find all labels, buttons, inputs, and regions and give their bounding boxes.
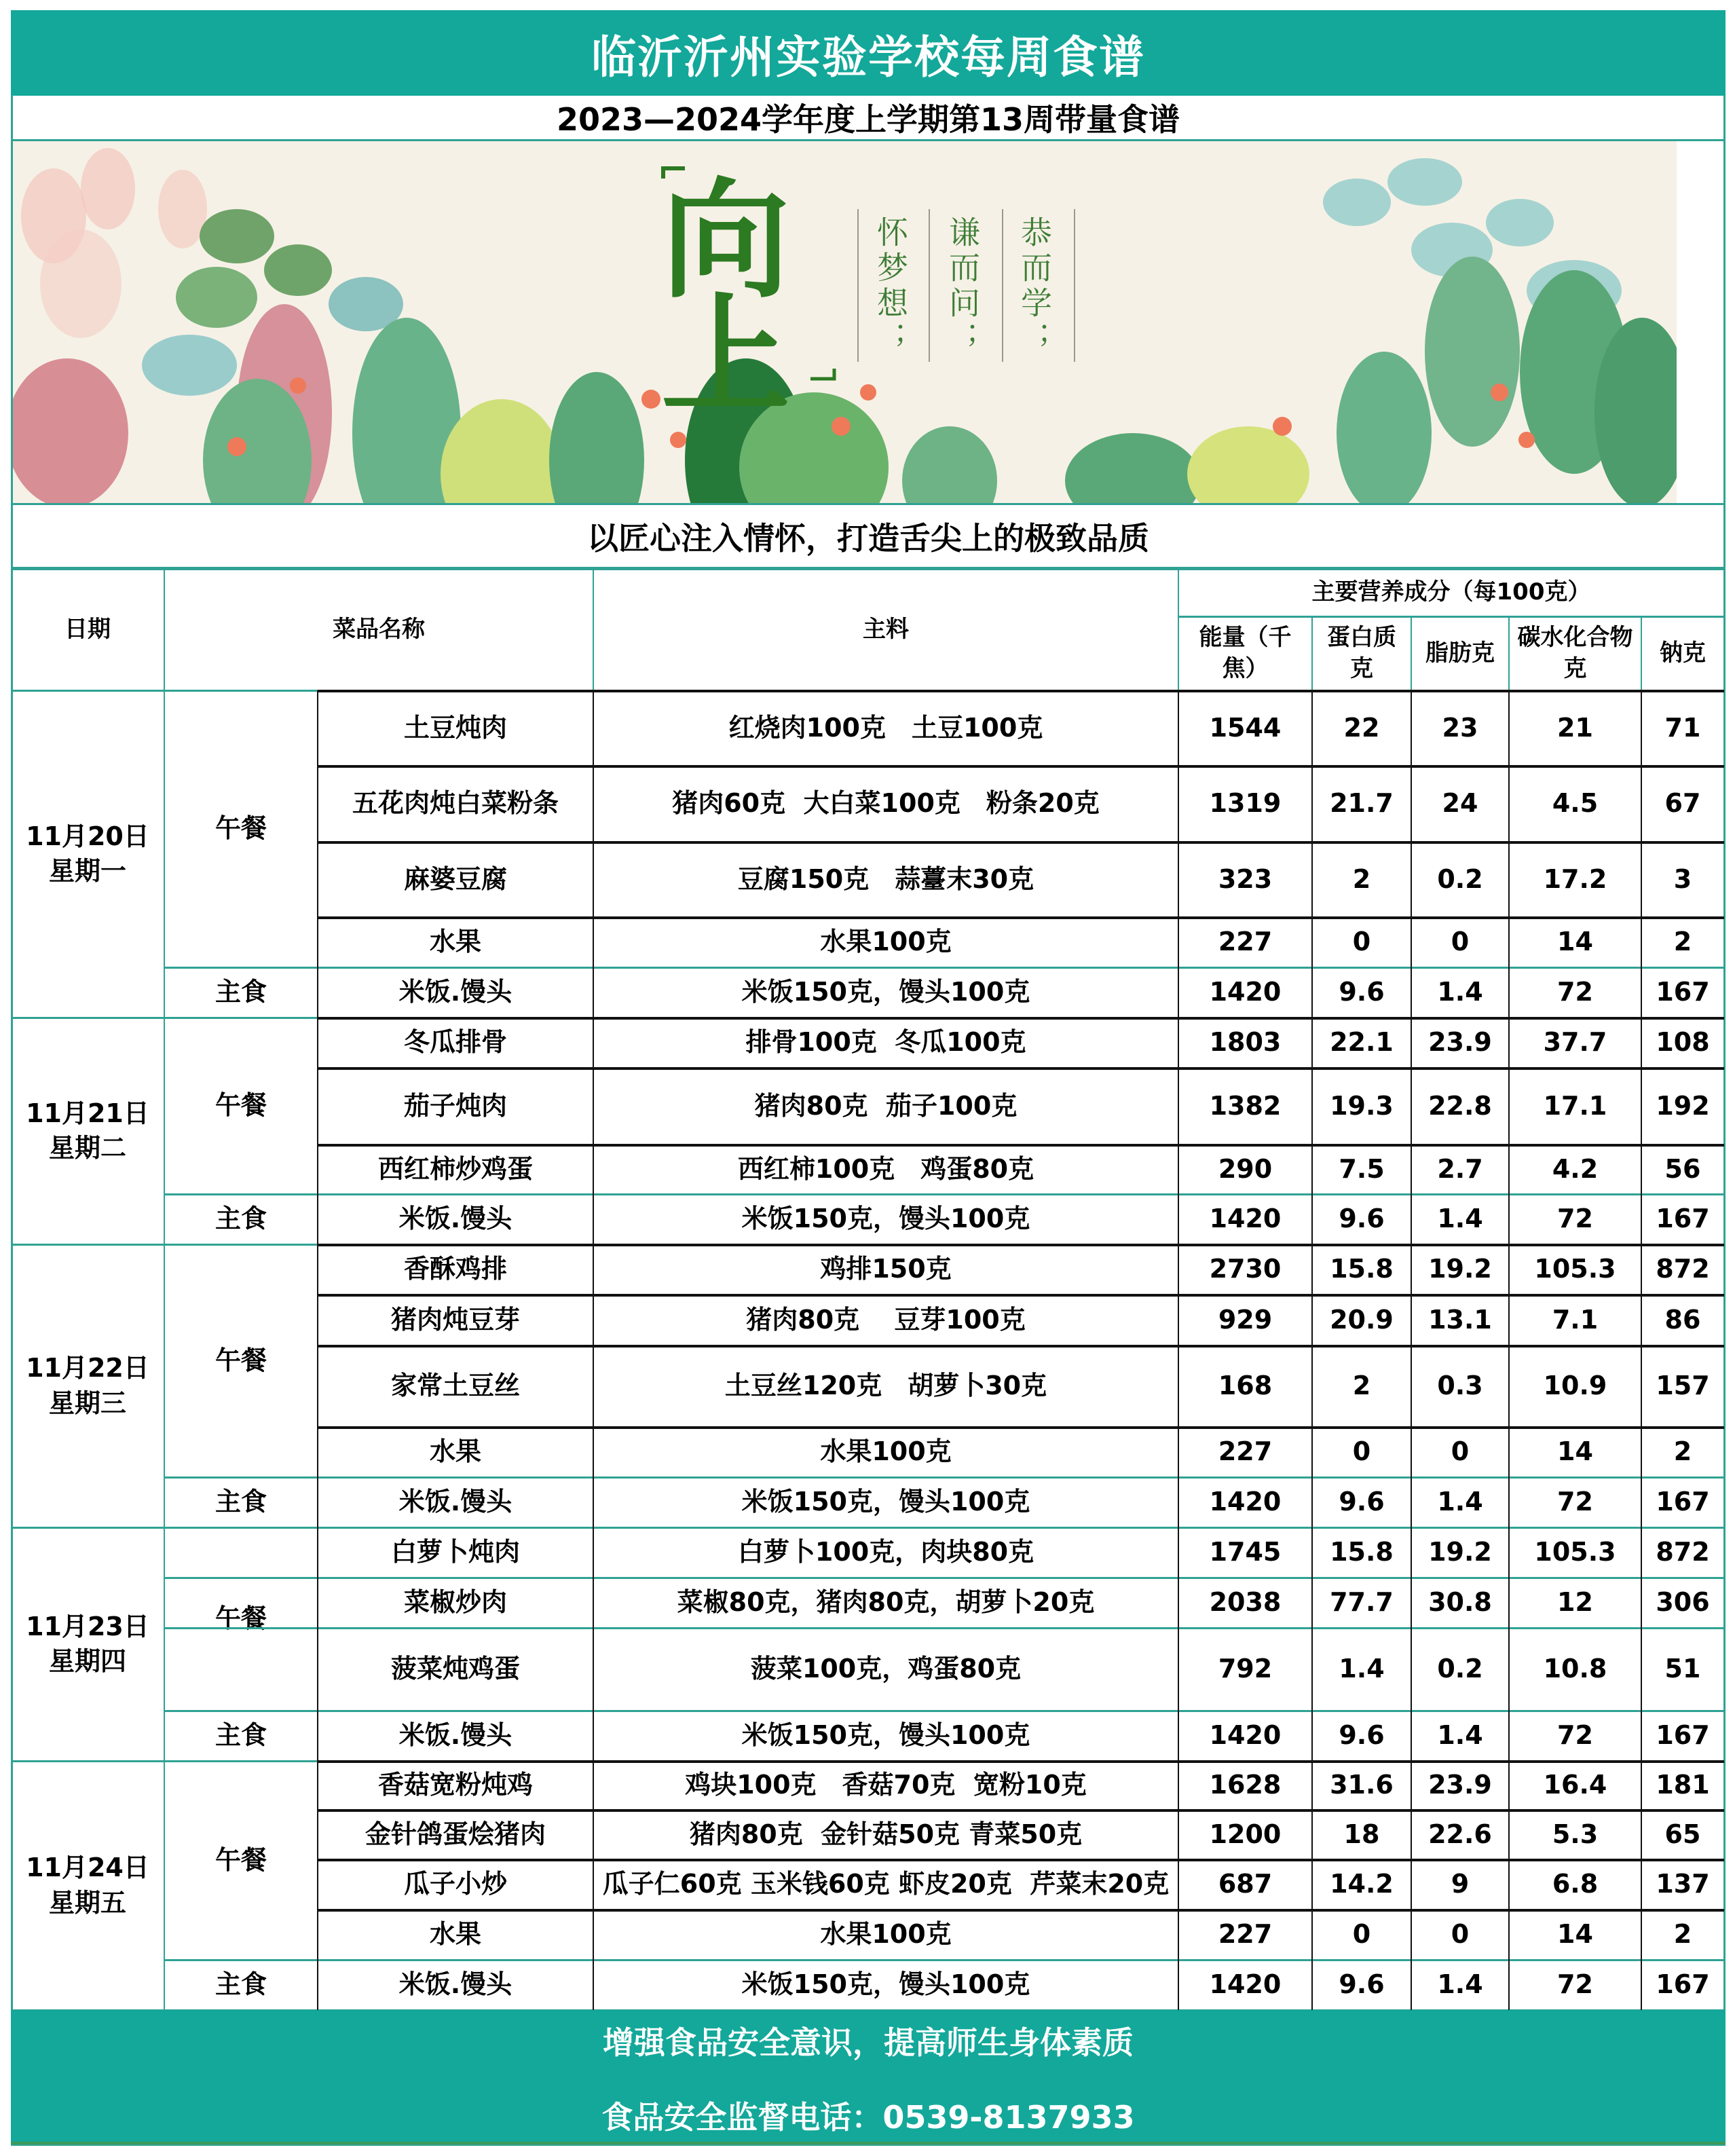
dish-name: 瓜子小炒 (403, 1869, 507, 1899)
meal-label-staple: 主食 (214, 977, 267, 1007)
header-fat: 脂肪克 (1425, 639, 1495, 667)
dish-ingredients: 猪肉80克 茄子100克 (754, 1090, 1018, 1121)
dish-name: 家常土豆丝 (390, 1371, 520, 1401)
grid-line (318, 1244, 1724, 1246)
slogan: 以匠心注入情怀，打造舌尖上的极致品质 (11, 503, 1725, 569)
day-weekday: 星期五 (48, 1887, 126, 1918)
nutrition-energy: 290 (1218, 1153, 1273, 1184)
nutrition-fat: 1.4 (1437, 1204, 1483, 1234)
nutrition-energy: 1420 (1209, 1720, 1282, 1751)
grid-line (164, 1959, 1724, 1961)
dish-name: 水果 (429, 927, 481, 957)
grid-line (318, 1760, 1724, 1763)
nutrition-protein: 31.6 (1330, 1770, 1394, 1800)
nutrition-energy: 1803 (1209, 1027, 1282, 1058)
dish-name: 米饭.馒头 (398, 1969, 512, 2000)
nutrition-sodium: 137 (1656, 1869, 1710, 1899)
banner-motto-3: 怀梦想； (872, 216, 909, 357)
dish-name: 土豆炖肉 (403, 712, 507, 743)
nutrition-fat: 1.4 (1437, 1487, 1483, 1517)
nutrition-fat: 1.4 (1437, 977, 1483, 1007)
nutrition-protein: 77.7 (1330, 1587, 1394, 1618)
banner-big-char-2: 上 (661, 281, 791, 431)
grid-line (593, 569, 594, 690)
nutrition-carb: 6.8 (1552, 1869, 1599, 1899)
meal-label-lunch: 午餐 (214, 1603, 267, 1634)
nutrition-carb: 105.3 (1534, 1537, 1616, 1567)
grid-line (1178, 690, 1179, 2010)
footer-hotline: 食品安全监督电话：0539-8137933 (601, 2099, 1135, 2136)
floral-decoration-icon (13, 141, 1677, 503)
dish-name: 米饭.馒头 (398, 977, 512, 1007)
nutrition-fat: 0 (1451, 1919, 1470, 1950)
nutrition-sodium: 181 (1656, 1770, 1710, 1800)
nutrition-sodium: 167 (1656, 977, 1710, 1007)
nutrition-sodium: 872 (1656, 1254, 1710, 1284)
grid-line (318, 841, 1724, 844)
grid-line (318, 690, 1724, 692)
day-date-cell (11, 690, 164, 1018)
grid-line (11, 1527, 1724, 1529)
grid-line (318, 1017, 1724, 1020)
nutrition-sodium: 51 (1664, 1654, 1701, 1684)
nutrition-protein: 15.8 (1330, 1537, 1394, 1567)
nutrition-protein: 0 (1352, 927, 1371, 957)
nutrition-fat: 2.7 (1437, 1153, 1483, 1184)
nutrition-carb: 72 (1557, 1487, 1593, 1517)
nutrition-energy: 2038 (1209, 1587, 1282, 1618)
grid-line (1311, 690, 1313, 2010)
nutrition-energy: 2730 (1209, 1254, 1282, 1284)
grid-line (318, 1859, 1724, 1861)
nutrition-carb: 72 (1557, 1204, 1593, 1234)
nutrition-sodium: 71 (1664, 712, 1701, 743)
nutrition-fat: 9 (1451, 1869, 1470, 1899)
nutrition-fat: 23.9 (1428, 1027, 1492, 1058)
dish-name: 西红柿炒鸡蛋 (377, 1153, 533, 1184)
nutrition-protein: 15.8 (1330, 1254, 1394, 1284)
nutrition-protein: 19.3 (1330, 1090, 1394, 1121)
day-date-cell (11, 1761, 164, 2010)
grid-line (1178, 569, 1179, 690)
dish-ingredients: 猪肉80克 金针菇50克 青菜50克 (689, 1819, 1083, 1849)
grid-line (1411, 616, 1412, 690)
nutrition-energy: 227 (1218, 1919, 1273, 1950)
dish-ingredients: 瓜子仁60克 玉米钱60克 虾皮20克 芹菜末20克 (602, 1869, 1170, 1899)
nutrition-fat: 0.3 (1437, 1371, 1483, 1401)
grid-line (318, 1294, 1724, 1297)
day-date-cell (11, 1244, 164, 1527)
nutrition-energy: 1420 (1209, 977, 1282, 1007)
nutrition-protein: 0 (1352, 1919, 1371, 1950)
dish-ingredients: 猪肉80克 豆芽100克 (746, 1304, 1026, 1335)
dish-name: 菠菜炖鸡蛋 (390, 1654, 520, 1684)
header-nutrition-group: 主要营养成分（每100克） (1311, 578, 1591, 606)
nutrition-fat: 13.1 (1428, 1304, 1492, 1335)
meal-label-lunch: 午餐 (214, 813, 267, 844)
dish-name: 米饭.馒头 (398, 1487, 512, 1517)
page-subtitle: 2023—2024学年度上学期第13周带量食谱 (11, 96, 1725, 141)
grid-line (318, 1144, 1724, 1147)
nutrition-fat: 1.4 (1437, 1720, 1483, 1751)
dish-ingredients: 米饭150克，馒头100克 (741, 977, 1030, 1007)
dish-name: 麻婆豆腐 (403, 863, 507, 894)
grid-line (318, 765, 1724, 768)
day-date: 11月21日 (26, 1098, 149, 1128)
dish-ingredients: 鸡块100克 香菇70克 宽粉10克 (685, 1770, 1087, 1800)
nutrition-carb: 72 (1557, 1969, 1593, 2000)
nutrition-energy: 168 (1218, 1371, 1273, 1401)
nutrition-protein: 22.1 (1330, 1027, 1394, 1058)
dish-name: 水果 (429, 1919, 481, 1950)
grid-line (318, 1909, 1724, 1912)
nutrition-sodium: 192 (1656, 1090, 1710, 1121)
nutrition-carb: 14 (1557, 1436, 1593, 1467)
day-date: 11月20日 (26, 821, 149, 851)
grid-line (1411, 690, 1412, 2010)
nutrition-sodium: 67 (1664, 788, 1701, 819)
header-date: 日期 (64, 615, 111, 643)
nutrition-sodium: 108 (1656, 1027, 1710, 1058)
nutrition-protein: 9.6 (1339, 977, 1385, 1007)
grid-line (11, 568, 1724, 570)
grid-line (1311, 616, 1313, 690)
meal-label-staple: 主食 (214, 1720, 267, 1751)
grid-line (318, 1426, 1724, 1429)
dish-ingredients: 红烧肉100克 土豆100克 (728, 712, 1043, 743)
nutrition-carb: 105.3 (1534, 1254, 1616, 1284)
nutrition-carb: 17.2 (1543, 863, 1607, 894)
nutrition-energy: 929 (1218, 1304, 1273, 1335)
nutrition-fat: 1.4 (1437, 1969, 1483, 2000)
day-date-cell (11, 1018, 164, 1244)
nutrition-carb: 17.1 (1543, 1090, 1607, 1121)
nutrition-fat: 30.8 (1428, 1587, 1492, 1618)
day-date-cell (11, 1527, 164, 1761)
header-carb: 碳水化合物克 (1517, 623, 1633, 682)
grid-line (1508, 616, 1510, 690)
nutrition-carb: 10.8 (1543, 1654, 1607, 1684)
nutrition-protein: 22 (1343, 712, 1380, 743)
nutrition-carb: 10.9 (1543, 1371, 1607, 1401)
nutrition-sodium: 2 (1673, 1919, 1692, 1950)
dish-ingredients: 米饭150克，馒头100克 (741, 1204, 1030, 1234)
grid-line (318, 1345, 1724, 1348)
dish-ingredients: 米饭150克，馒头100克 (741, 1487, 1030, 1517)
nutrition-energy: 1420 (1209, 1969, 1282, 2000)
dish-ingredients: 米饭150克，馒头100克 (741, 1969, 1030, 2000)
nutrition-protein: 18 (1343, 1819, 1380, 1849)
header-protein: 蛋白质克 (1327, 623, 1396, 682)
nutrition-protein: 7.5 (1339, 1153, 1385, 1184)
nutrition-sodium: 3 (1673, 863, 1692, 894)
header-ingredients: 主料 (863, 615, 909, 643)
nutrition-sodium: 2 (1673, 1436, 1692, 1467)
nutrition-energy: 1200 (1209, 1819, 1282, 1849)
meal-label-lunch: 午餐 (214, 1844, 267, 1875)
nutrition-protein: 2 (1352, 863, 1371, 894)
meal-label-lunch: 午餐 (214, 1345, 267, 1375)
nutrition-energy: 227 (1218, 927, 1273, 957)
nutrition-carb: 4.5 (1552, 788, 1599, 819)
nutrition-carb: 5.3 (1552, 1819, 1599, 1849)
grid-line (1508, 690, 1510, 2010)
grid-line (318, 1067, 1724, 1070)
dish-name: 五花肉炖白菜粉条 (352, 788, 559, 819)
dish-ingredients: 土豆丝120克 胡萝卜30克 (724, 1371, 1047, 1401)
grid-line (593, 690, 594, 2010)
grid-line (1178, 616, 1724, 618)
dish-name: 白萝卜炖肉 (390, 1537, 520, 1567)
nutrition-fat: 0 (1451, 927, 1470, 957)
banner-motto-1: 恭而学； (1016, 216, 1053, 357)
nutrition-energy: 323 (1218, 863, 1273, 894)
nutrition-sodium: 167 (1656, 1204, 1710, 1234)
nutrition-carb: 72 (1557, 977, 1593, 1007)
dish-name: 米饭.馒头 (398, 1720, 512, 1751)
nutrition-protein: 9.6 (1339, 1969, 1385, 2000)
nutrition-fat: 22.8 (1428, 1090, 1492, 1121)
nutrition-carb: 21 (1557, 712, 1593, 743)
day-date: 11月22日 (26, 1353, 149, 1383)
meal-label-staple: 主食 (214, 1969, 267, 2000)
dish-ingredients: 豆腐150克 蒜薹末30克 (737, 863, 1034, 894)
grid-line (164, 1627, 1724, 1629)
header-dish-name: 菜品名称 (333, 615, 425, 643)
nutrition-carb: 14 (1557, 1919, 1593, 1950)
header-energy: 能量（千焦） (1199, 623, 1292, 682)
grid-line (164, 1577, 1724, 1579)
nutrition-energy: 792 (1218, 1654, 1273, 1684)
nutrition-sodium: 56 (1664, 1153, 1701, 1184)
dish-name: 香菇宽粉炖鸡 (377, 1770, 533, 1800)
nutrition-sodium: 167 (1656, 1969, 1710, 2000)
dish-ingredients: 水果100克 (820, 1436, 952, 1467)
day-weekday: 星期二 (48, 1133, 126, 1163)
nutrition-energy: 227 (1218, 1436, 1273, 1467)
nutrition-fat: 19.2 (1428, 1254, 1492, 1284)
grid-line (318, 1809, 1724, 1812)
nutrition-sodium: 157 (1656, 1371, 1710, 1401)
meal-label-lunch: 午餐 (214, 1090, 267, 1121)
dish-ingredients: 鸡排150克 (820, 1254, 952, 1284)
page-title: 临沂沂州实验学校每周食谱 (11, 10, 1725, 96)
dish-name: 猪肉炖豆芽 (390, 1304, 520, 1335)
header-sodium: 钠克 (1660, 639, 1706, 667)
nutrition-sodium: 872 (1656, 1537, 1710, 1567)
nutrition-energy: 1628 (1209, 1770, 1282, 1800)
dish-ingredients: 西红柿100克 鸡蛋80克 (737, 1153, 1034, 1184)
nutrition-energy: 1319 (1209, 788, 1282, 819)
nutrition-fat: 23 (1442, 712, 1478, 743)
grid-line (164, 1193, 1724, 1195)
nutrition-carb: 7.1 (1552, 1304, 1599, 1335)
grid-line (1641, 690, 1642, 2010)
nutrition-carb: 12 (1557, 1587, 1593, 1618)
dish-ingredients: 排骨100克 冬瓜100克 (745, 1027, 1026, 1058)
nutrition-fat: 22.6 (1428, 1819, 1492, 1849)
dish-name: 香酥鸡排 (403, 1254, 507, 1284)
nutrition-protein: 21.7 (1330, 788, 1394, 819)
grid-line (164, 569, 165, 690)
nutrition-fat: 0 (1451, 1436, 1470, 1467)
nutrition-sodium: 86 (1664, 1304, 1701, 1335)
day-weekday: 星期一 (48, 856, 126, 886)
dish-ingredients: 水果100克 (820, 927, 952, 957)
nutrition-protein: 9.6 (1339, 1720, 1385, 1751)
nutrition-energy: 687 (1218, 1869, 1273, 1899)
nutrition-sodium: 2 (1673, 927, 1692, 957)
nutrition-fat: 24 (1442, 788, 1478, 819)
nutrition-sodium: 306 (1656, 1587, 1710, 1618)
dish-name: 冬瓜排骨 (403, 1027, 507, 1058)
day-weekday: 星期三 (48, 1388, 126, 1418)
meal-label-staple: 主食 (214, 1204, 267, 1234)
nutrition-fat: 0.2 (1437, 1654, 1483, 1684)
grid-line (318, 916, 1724, 919)
day-weekday: 星期四 (48, 1646, 126, 1676)
nutrition-carb: 14 (1557, 927, 1593, 957)
dish-name: 金针鸽蛋烩猪肉 (365, 1819, 546, 1849)
dish-name: 米饭.馒头 (398, 1204, 512, 1234)
grid-line (164, 967, 1724, 969)
dish-ingredients: 白萝卜100克，肉块80克 (737, 1537, 1034, 1567)
banner-big-char-1: 向 (661, 166, 791, 316)
grid-line (317, 690, 318, 2010)
nutrition-carb: 16.4 (1543, 1770, 1607, 1800)
nutrition-sodium: 65 (1664, 1819, 1701, 1849)
nutrition-sodium: 167 (1656, 1720, 1710, 1751)
footer-safety-slogan: 增强食品安全意识，提高师生身体素质 (603, 2024, 1134, 2061)
dish-name: 茄子炖肉 (403, 1090, 507, 1121)
dish-name: 菜椒炒肉 (403, 1587, 507, 1618)
day-date: 11月23日 (26, 1611, 149, 1641)
nutrition-energy: 1382 (1209, 1090, 1282, 1121)
nutrition-protein: 9.6 (1339, 1487, 1385, 1517)
nutrition-protein: 14.2 (1330, 1869, 1394, 1899)
nutrition-fat: 23.9 (1428, 1770, 1492, 1800)
banner-motto-2: 谦而问； (944, 216, 981, 357)
nutrition-energy: 1420 (1209, 1204, 1282, 1234)
nutrition-energy: 1745 (1209, 1537, 1282, 1567)
meal-label-staple: 主食 (214, 1487, 267, 1517)
nutrition-protein: 1.4 (1339, 1654, 1385, 1684)
nutrition-protein: 0 (1352, 1436, 1371, 1467)
dish-ingredients: 猪肉60克 大白菜100克 粉条20克 (672, 788, 1100, 819)
nutrition-sodium: 167 (1656, 1487, 1710, 1517)
banner-illustration (13, 141, 1677, 503)
nutrition-carb: 4.2 (1552, 1153, 1599, 1184)
nutrition-protein: 2 (1352, 1371, 1371, 1401)
nutrition-energy: 1420 (1209, 1487, 1282, 1517)
dish-ingredients: 菠菜100克，鸡蛋80克 (750, 1654, 1022, 1684)
day-date: 11月24日 (26, 1853, 149, 1883)
nutrition-carb: 37.7 (1543, 1027, 1607, 1058)
nutrition-energy: 1544 (1209, 712, 1282, 743)
dish-ingredients: 水果100克 (820, 1919, 952, 1950)
nutrition-protein: 9.6 (1339, 1204, 1385, 1234)
footer-banner (11, 2010, 1725, 2144)
dish-ingredients: 菜椒80克，猪肉80克，胡萝卜20克 (677, 1587, 1095, 1618)
dish-ingredients: 米饭150克，馒头100克 (741, 1720, 1030, 1751)
grid-line (164, 1710, 1724, 1712)
dish-name: 水果 (429, 1436, 481, 1467)
nutrition-protein: 20.9 (1330, 1304, 1394, 1335)
grid-line (1641, 616, 1642, 690)
grid-line (164, 690, 165, 2010)
nutrition-carb: 72 (1557, 1720, 1593, 1751)
nutrition-fat: 0.2 (1437, 863, 1483, 894)
nutrition-fat: 19.2 (1428, 1537, 1492, 1567)
grid-line (164, 1476, 1724, 1479)
